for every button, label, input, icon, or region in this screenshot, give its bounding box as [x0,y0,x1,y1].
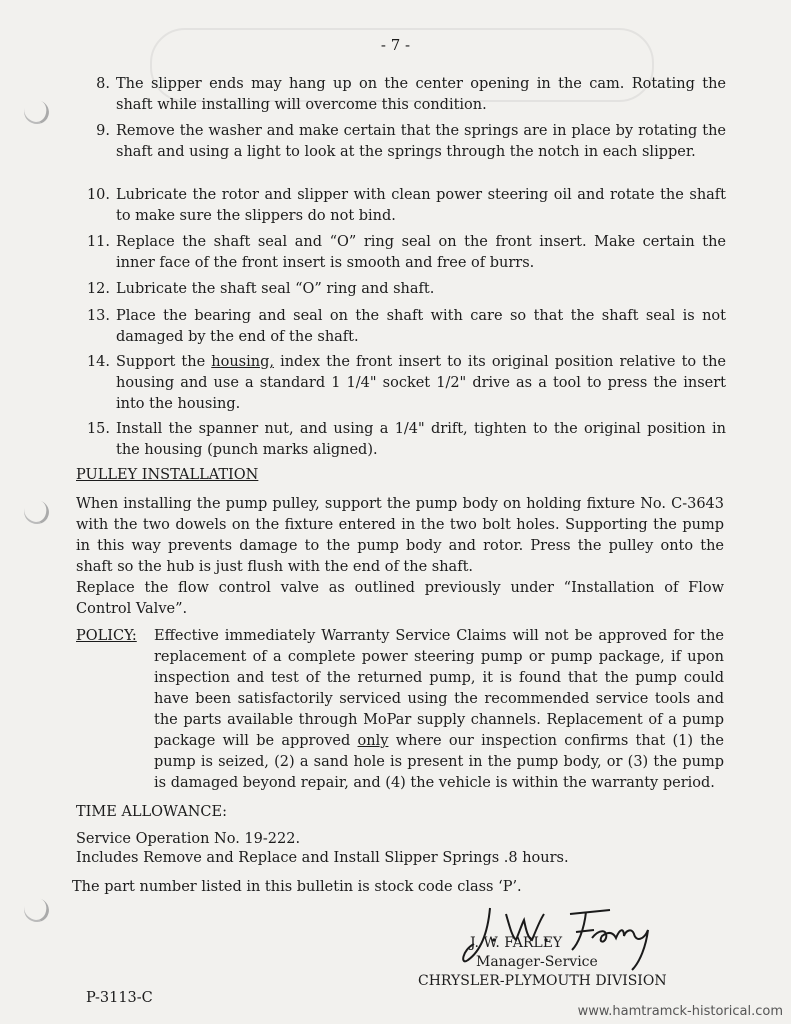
step-number: 8. [96,76,110,92]
pulley-installation-heading: PULLEY INSTALLATION [76,467,259,483]
policy-text: Effective immediately Warranty Service Claims will not be approved for the replacement of a complete power steering pump or pump package, if upon inspection and test of the returned pump, it is found that the pump could have been satisfactorily serviced using the recommended service tools and the parts available through MoPar supply channels. Replacement of a pump package will be approved only where our inspection confirms that (1) the pump is seized, (2) a sand hole is present in the pump body, or (3) the pump is damaged beyond repair, and (4) the vehicle is within the warranty period. [154,628,724,791]
service-operation-line: Service Operation No. 19-222. [76,831,301,847]
source-watermark-url: www.hamtramck-historical.com [577,1004,783,1019]
step-13 [76,306,726,348]
step-number: 11. [86,234,110,250]
step-text: Install the spanner nut, and using a 1/4" drift, tighten to the original position in the housing (punch marks aligned). [116,421,726,458]
step-number: 12. [86,281,110,297]
signer-division: CHRYSLER-PLYMOUTH DIVISION [418,973,667,989]
step-text: Remove the washer and make certain that the springs are in place by rotating the shaft and using a light to look at the springs through the notch in each slipper. [116,123,726,160]
step-text: The slipper ends may hang up on the center opening in the cam. Rotating the shaft while installing will overcome this condition. [116,76,726,113]
step-number: 14. [86,354,110,370]
binder-hole-middle [21,496,53,527]
step-12 [76,279,726,300]
includes-line: Includes Remove and Replace and Install Slipper Springs .8 hours. [76,850,569,866]
step-text: Lubricate the shaft seal “O” ring and shaft. [116,281,435,297]
step-11 [76,232,726,274]
binder-hole-top [21,96,53,127]
policy-block [76,626,724,794]
step-text: Place the bearing and seal on the shaft with care so that the shaft seal is not damaged by the end of the shaft. [116,308,726,345]
flow-control-paragraph: Replace the flow control valve as outlined previously under “Installation of Flow Control Valve”. [76,580,724,617]
step-text: Replace the shaft seal and “O” ring seal on the front insert. Make certain the inner face of the front insert is smooth and free of burrs. [116,234,726,271]
pulley-installation-paragraph: When installing the pump pulley, support the pump body on holding fixture No. C-3643 with the two dowels on the fixture entered in the two bolt holes. Supporting the pump in this way prevents damage to the pump body and rotor. Press the pulley onto the shaft so the hub is just flush with the end of the shaft. [76,496,724,575]
step-10 [76,185,726,227]
step-15 [76,419,726,461]
signer-title: Manager-Service [476,954,598,970]
step-number: 13. [86,308,110,324]
step-text: Lubricate the rotor and slipper with clean power steering oil and rotate the shaft to make sure the slippers do not bind. [116,187,726,224]
binder-hole-bottom [21,894,53,925]
stock-code-note: The part number listed in this bulletin is stock code class ‘P’. [72,879,522,895]
step-text: Support the housing, index the front insert to its original position relative to the housing and use a standard 1 1/4" socket 1/2" drive as a tool to press the insert into the housing. [116,354,726,412]
step-9 [76,121,726,163]
step-14 [76,352,726,415]
step-8 [76,74,726,116]
policy-label: POLICY: [76,628,137,644]
step-number: 15. [86,421,110,437]
time-allowance-heading: TIME ALLOWANCE: [76,804,227,820]
signer-name: J. W. FARLEY [470,935,563,951]
step-number: 9. [96,123,110,139]
bulletin-code: P-3113-C [86,990,153,1006]
step-number: 10. [86,187,110,203]
page-number: - 7 - [380,36,411,54]
